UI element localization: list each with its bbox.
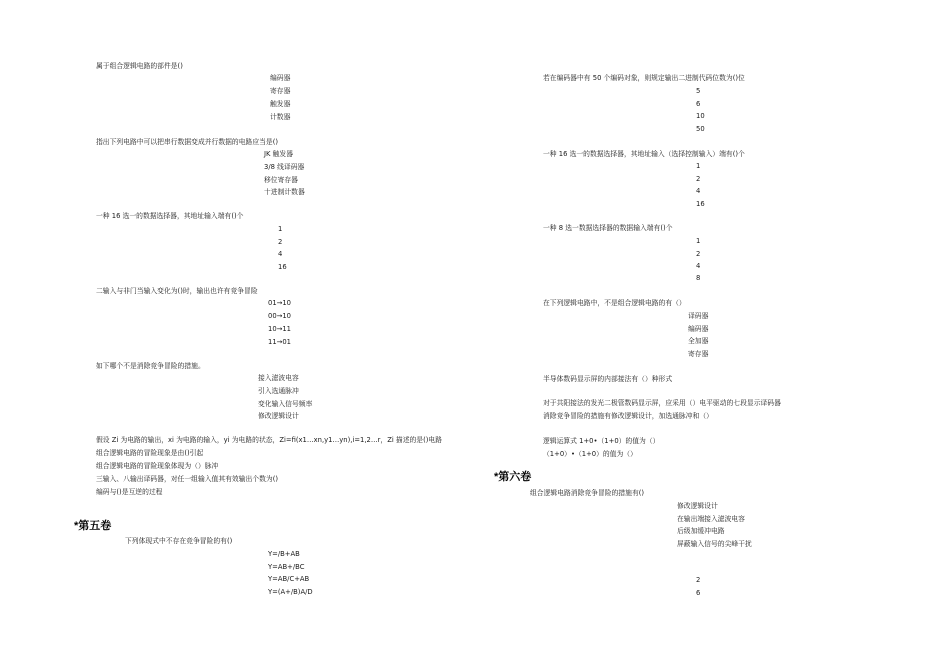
- option: 16: [278, 263, 287, 271]
- option: Y=/B+AB: [268, 550, 300, 558]
- option: 1: [278, 225, 283, 233]
- question-stem: 在下列逻辑电路中，不是组合逻辑电路的有（）: [543, 299, 686, 307]
- option: 译码器: [688, 312, 709, 320]
- fill-question: 对于共阳接法的发光二极管数码显示屏，应采用（）电平驱动的七段显示译码器: [543, 399, 781, 407]
- option: 十进制计数器: [264, 188, 305, 196]
- option: 10→11: [268, 325, 291, 333]
- section-heading: *第五卷: [74, 520, 112, 532]
- option: 计数器: [270, 113, 291, 121]
- question-stem: 一种 8 选一数据选择器的数据输入端有()个: [543, 224, 673, 232]
- option: 寄存器: [270, 87, 291, 95]
- option: 接入滤波电容: [258, 374, 299, 382]
- option: 5: [696, 87, 701, 95]
- option: 移位寄存器: [264, 176, 298, 184]
- option: 6: [696, 100, 701, 108]
- fill-question: 逻辑运算式 1+0•（1+0）的值为（）: [543, 437, 660, 445]
- question-stem: 属于组合逻辑电路的部件是(): [96, 62, 183, 70]
- option: 8: [696, 274, 701, 282]
- option: 3/8 线译码器: [264, 163, 305, 171]
- option: 00→10: [268, 312, 291, 320]
- option: 寄存器: [688, 350, 709, 358]
- option: 编码器: [688, 325, 709, 333]
- option: Y=(A+/B)A/D: [268, 588, 313, 596]
- fill-question: （1+0）•（1+0）的值为（）: [543, 450, 637, 458]
- option: 2: [696, 250, 701, 258]
- option: 6: [696, 589, 701, 597]
- fill-question: 消除竞争冒险的措施有修改逻辑设计，加选通脉冲和（）: [543, 412, 713, 420]
- option: 4: [696, 187, 701, 195]
- question-stem: 若在编码器中有 50 个编码对象，则规定输出二进制代码位数为()位: [543, 74, 745, 82]
- option: 01→10: [268, 299, 291, 307]
- question-stem: 下列体现式中不存在竞争冒险的有(): [125, 537, 233, 545]
- option: 引入选通脉冲: [258, 387, 299, 395]
- option: Y=AB/C+AB: [268, 575, 310, 583]
- fill-question: 组合逻辑电路的冒险现象体现为（）脉冲: [96, 462, 219, 470]
- option: 1: [696, 162, 701, 170]
- option: 1: [696, 237, 701, 245]
- option: 后级加缓冲电路: [677, 527, 725, 535]
- question-stem: 组合逻辑电路消除竞争冒险的措施有(): [530, 489, 645, 497]
- option: 在输出端接入滤波电容: [677, 515, 745, 523]
- option: 50: [696, 125, 705, 133]
- option: 4: [696, 262, 701, 270]
- option: JK 触发器: [264, 150, 294, 158]
- option: 变化输入信号频率: [258, 400, 313, 408]
- option: 11→01: [268, 338, 291, 346]
- option: 触发器: [270, 100, 291, 108]
- question-stem: 一种 16 选一的数据选择器，其地址输入端有()个: [96, 212, 244, 220]
- question-stem: 二输入与非门当输入变化为()时，输出也许有竞争冒险: [96, 287, 258, 295]
- option: 编码器: [270, 74, 291, 82]
- section-heading: *第六卷: [494, 471, 532, 483]
- fill-question: 编码与()是互逆的过程: [96, 488, 163, 496]
- option: 全加器: [688, 337, 709, 345]
- fill-question: 三输入、八输出译码器，对任一组输入值其有效输出个数为(): [96, 475, 279, 483]
- option: 2: [278, 238, 283, 246]
- question-stem: 指出下列电路中可以把串行数据变成并行数据的电路应当是(): [96, 138, 279, 146]
- option: 2: [696, 576, 701, 584]
- option: 16: [696, 200, 705, 208]
- fill-question: 假设 Zi 为电路的输出，xi 为电路的输入，yi 为电路的状态，Zi=fi(x1…xn,y1…yn),i=1,2…r，Zi 描述的是()电路: [96, 436, 442, 444]
- option: Y=AB+/BC: [268, 563, 305, 571]
- option: 修改逻辑设计: [677, 502, 718, 510]
- option: 10: [696, 112, 705, 120]
- option: 修改逻辑设计: [258, 412, 299, 420]
- question-stem: 一种 16 选一的数据选择器，其地址输入（选择控制输入）端有()个: [543, 150, 745, 158]
- question-stem: 如下哪个不是消除竞争冒险的措施。: [96, 362, 205, 370]
- option: 屏蔽输入信号的尖峰干扰: [677, 540, 752, 548]
- option: 4: [278, 250, 283, 258]
- option: 2: [696, 175, 701, 183]
- fill-question: 组合逻辑电路的冒险现象是由()引起: [96, 449, 204, 457]
- fill-question: 半导体数码显示屏的内部接法有（）种形式: [543, 375, 673, 383]
